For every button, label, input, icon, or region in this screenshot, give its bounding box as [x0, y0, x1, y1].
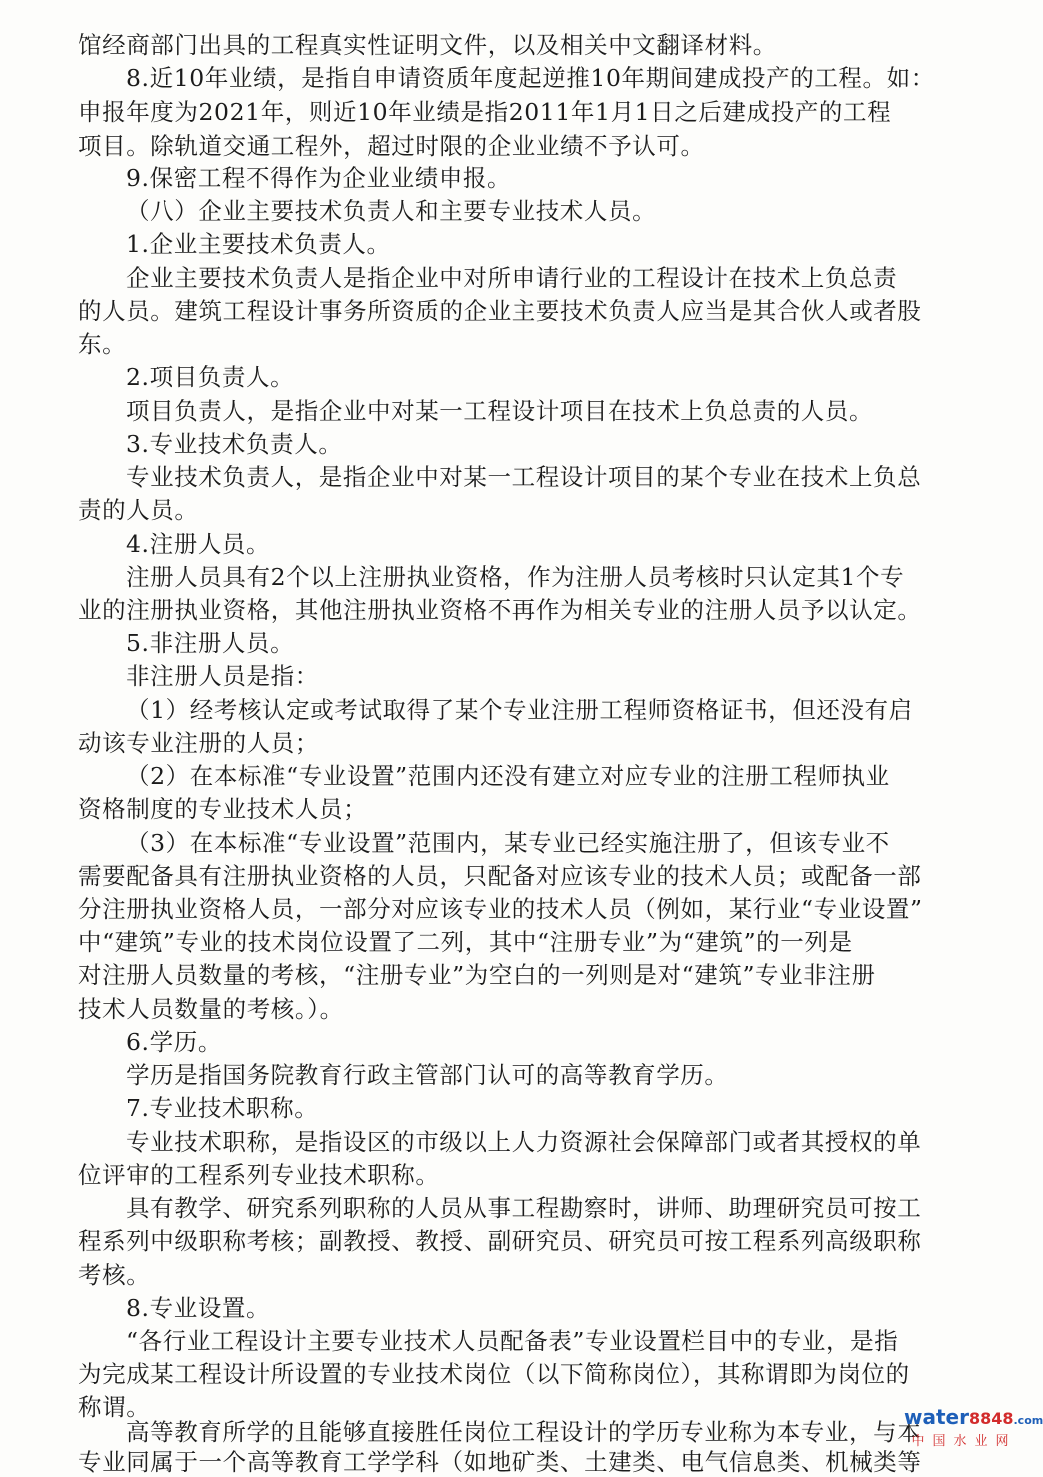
text-line: （2）在本标准“专业设置”范围内还没有建立对应专业的注册工程师执业: [126, 761, 1006, 791]
text-line: 为完成某工程设计所设置的专业技术岗位（以下简称岗位），其称谓即为岗位的: [78, 1359, 958, 1389]
watermark-number: 8848: [969, 1409, 1014, 1428]
text-line: 3.专业技术负责人。: [126, 429, 1006, 459]
text-line: 项目负责人，是指企业中对某一工程设计项目在技术上负总责的人员。: [126, 396, 1006, 426]
text-line: 对注册人员数量的考核，“注册专业”为空白的一列则是对“建筑”专业非注册: [78, 960, 958, 990]
text-line: “各行业工程设计主要专业技术人员配备表”专业设置栏目中的专业，是指: [126, 1326, 1006, 1356]
text-line: 8.专业设置。: [126, 1293, 1006, 1323]
text-line: 分注册执业资格人员，一部分对应该专业的技术人员（例如，某行业“专业设置”: [78, 894, 958, 924]
text-line: 1.企业主要技术负责人。: [126, 229, 1006, 259]
text-line: 专业技术职称，是指设区的市级以上人力资源社会保障部门或者其授权的单: [126, 1127, 1006, 1157]
text-line: 需要配备具有注册执业资格的人员，只配备对应该专业的技术人员；或配备一部: [78, 861, 958, 891]
text-line: 6.学历。: [126, 1027, 1006, 1057]
text-line: （3）在本标准“专业设置”范围内，某专业已经实施注册了，但该专业不: [126, 828, 1006, 858]
text-line: 东。: [78, 329, 958, 359]
text-line: 企业主要技术负责人是指企业中对所申请行业的工程设计在技术上负总责: [126, 263, 1006, 293]
text-line: （1）经考核认定或考试取得了某个专业注册工程师资格证书，但还没有启: [126, 695, 1006, 725]
text-line: 专业同属于一个高等教育工学学科（如地矿类、土建类、电气信息类、机械类等: [78, 1447, 958, 1477]
text-line: 技术人员数量的考核。）。: [78, 994, 958, 1024]
text-line: 8.近10年业绩，是指自申请资质年度起逆推10年期间建成投产的工程。如：: [126, 63, 1006, 93]
text-line: 资格制度的专业技术人员；: [78, 794, 958, 824]
text-line: 5.非注册人员。: [126, 628, 1006, 658]
text-line: 考核。: [78, 1260, 958, 1290]
text-line: 程系列中级职称考核；副教授、教授、副研究员、研究员可按工程系列高级职称: [78, 1226, 958, 1256]
text-line: 学历是指国务院教育行政主管部门认可的高等教育学历。: [126, 1060, 1006, 1090]
text-line: 申报年度为2021年，则近10年业绩是指2011年1月1日之后建成投产的工程: [78, 97, 958, 127]
watermark-suffix: .com: [1014, 1414, 1043, 1427]
text-line: 动该专业注册的人员；: [78, 728, 958, 758]
text-line: 高等教育所学的且能够直接胜任岗位工程设计的学历专业称为本专业，与本: [126, 1417, 1006, 1447]
watermark-brand: water: [904, 1405, 969, 1429]
text-line: 9.保密工程不得作为企业业绩申报。: [126, 163, 1006, 193]
text-line: 馆经商部门出具的工程真实性证明文件，以及相关中文翻译材料。: [78, 30, 958, 60]
text-line: 的人员。建筑工程设计事务所资质的企业主要技术负责人应当是其合伙人或者股: [78, 296, 958, 326]
text-line: 称谓。: [78, 1392, 958, 1422]
text-line: 4.注册人员。: [126, 529, 1006, 559]
text-line: 中“建筑”专业的技术岗位设置了二列，其中“注册专业”为“建筑”的一列是: [78, 927, 958, 957]
text-line: 位评审的工程系列专业技术职称。: [78, 1160, 958, 1190]
text-line: 2.项目负责人。: [126, 362, 1006, 392]
section-heading: （八）企业主要技术负责人和主要专业技术人员。: [126, 196, 1006, 226]
text-line: 具有教学、研究系列职称的人员从事工程勘察时，讲师、助理研究员可按工: [126, 1193, 1006, 1223]
text-line: 责的人员。: [78, 495, 958, 525]
watermark-chinese: 中国水业网: [904, 1433, 1024, 1451]
water8848-watermark-logo: [904, 1405, 1024, 1453]
text-line: 项目。除轨道交通工程外，超过时限的企业业绩不予认可。: [78, 131, 958, 161]
text-line: 业的注册执业资格，其他注册执业资格不再作为相关专业的注册人员予以认定。: [78, 595, 958, 625]
text-line: 7.专业技术职称。: [126, 1093, 1006, 1123]
text-line: 专业技术负责人，是指企业中对某一工程设计项目的某个专业在技术上负总: [126, 462, 1006, 492]
text-line: 非注册人员是指：: [126, 661, 1006, 691]
text-line: 注册人员具有2个以上注册执业资格，作为注册人员考核时只认定其1个专: [126, 562, 1006, 592]
